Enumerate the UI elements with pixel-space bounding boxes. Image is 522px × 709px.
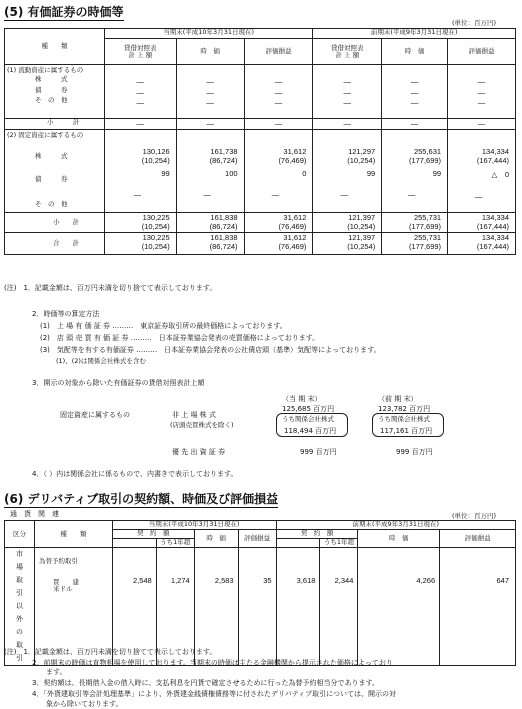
dash: — bbox=[474, 192, 483, 201]
header-gain-prior: 評価損益 bbox=[448, 39, 516, 65]
n3-pri-3: 117,161 百万円 bbox=[380, 427, 433, 435]
dash: — bbox=[206, 87, 214, 97]
n3-pri-2: うち関係会社株式 bbox=[378, 415, 430, 423]
derivatives-table bbox=[4, 520, 516, 666]
stock-cur-gain: 31,612 bbox=[283, 147, 307, 156]
total-pri-gain: 134,334 bbox=[481, 233, 509, 242]
dash: — bbox=[274, 98, 283, 107]
bond-cur-gain: 0 bbox=[302, 169, 307, 178]
header-book-2: 計 上 額 bbox=[128, 50, 153, 59]
dash: — bbox=[176, 119, 244, 130]
section6-unit: (単位：百万円) bbox=[452, 512, 497, 520]
dash: — bbox=[410, 87, 419, 97]
deriv-header-current: 当期末(平成10年3月31日現在) bbox=[112, 521, 276, 530]
deriv-header-contract: 契 約 額 bbox=[112, 530, 194, 539]
bond-cur-book: 99 bbox=[161, 169, 170, 178]
deriv-cur-gain: 35 bbox=[263, 576, 272, 585]
deriv-pri-contract: 3,618 bbox=[296, 576, 316, 585]
total-pri-book-aff: (10,254) bbox=[347, 242, 376, 251]
deriv-item-buy: 買 建 bbox=[52, 578, 79, 586]
total-cur-gain: 31,612 bbox=[283, 233, 307, 242]
note5-3-preferred: 優 先 出 資 証 券 bbox=[172, 448, 226, 456]
note5-3-unlisted-sub: (店頭売買株式を除く) bbox=[170, 421, 234, 429]
total-cur-market: 161,838 bbox=[210, 233, 238, 242]
total-cur-book: 130,225 bbox=[142, 233, 170, 242]
stock-pri-gain: 134,334 bbox=[481, 147, 509, 156]
total-cur-market-aff: (86,724) bbox=[209, 242, 238, 251]
deriv-pri-market: 4,266 bbox=[416, 576, 436, 585]
note5-3-pri-header: （前 期 末） bbox=[378, 395, 418, 403]
sub2-pri-market-aff: (177,699) bbox=[408, 222, 442, 231]
stock-cur-gain-aff: (76,469) bbox=[278, 156, 307, 165]
n3-pri-1: 123,782 百万円 bbox=[378, 405, 431, 413]
stock-cur-market-aff: (86,724) bbox=[209, 156, 238, 165]
stock-pri-market: 255,631 bbox=[413, 147, 442, 156]
stock-cur-book-aff: (10,254) bbox=[141, 156, 170, 165]
deriv-item-usd: 米ドル bbox=[52, 585, 73, 593]
sub2-cur-gain: 31,612 bbox=[283, 213, 307, 222]
dash: — bbox=[343, 87, 352, 97]
dash: — bbox=[340, 190, 349, 199]
bond-pri-market: 99 bbox=[432, 169, 442, 178]
dash: — bbox=[136, 77, 145, 86]
deriv-header-contract-prior: 契 約 額 bbox=[276, 530, 358, 539]
group2-stock-label: 株 式 bbox=[35, 152, 68, 160]
dash: — bbox=[477, 98, 486, 107]
dash: — bbox=[136, 87, 145, 97]
dash: — bbox=[104, 119, 176, 130]
note5-2b: (2) 店 頭 売 買 有 価 証 券 ……… 日本証券業協会発表の売買価格によっております。 bbox=[40, 334, 320, 342]
dash: — bbox=[313, 119, 382, 130]
sub2-cur-gain-aff: (76,469) bbox=[278, 222, 307, 231]
n3-pri-4: 999 百万円 bbox=[396, 448, 433, 456]
group1-item-stock: 株 式 bbox=[35, 75, 68, 83]
dash: — bbox=[271, 190, 280, 199]
dash: — bbox=[477, 87, 486, 97]
header-book-1: 貸借対照表 bbox=[124, 43, 157, 52]
deriv-pri-gain: 647 bbox=[496, 576, 509, 585]
deriv-header-market: 時 価 bbox=[194, 530, 238, 548]
total-pri-market-aff: (177,699) bbox=[408, 242, 442, 251]
deriv-header-market-prior: 時 価 bbox=[358, 530, 440, 548]
sub2-pri-market: 255,731 bbox=[413, 213, 442, 222]
group1-label: (1) 流動資産に属するもの bbox=[7, 66, 84, 74]
sub2-cur-book: 130,225 bbox=[142, 213, 170, 222]
total-cur-book-aff: (10,254) bbox=[141, 242, 170, 251]
section5-title: (5) 有価証券の時価等 bbox=[4, 5, 124, 19]
dash: — bbox=[343, 98, 352, 107]
stock-pri-gain-aff: (167,444) bbox=[476, 156, 509, 165]
deriv-cur-over1: 1,274 bbox=[170, 576, 190, 585]
total-pri-market: 255,731 bbox=[413, 233, 442, 242]
total-label: 合 計 bbox=[5, 233, 105, 255]
group2-bond-label: 債 券 bbox=[35, 175, 68, 183]
header-kind: 種 類 bbox=[5, 29, 105, 65]
total-cur-gain-aff: (76,469) bbox=[278, 242, 307, 251]
note6-2: 2．前期末の時価は直物相場を使用しております。当期末の時価は主たる金融機関から提示された価格によっており bbox=[32, 659, 393, 667]
section5-unit: (単位：百万円) bbox=[452, 19, 497, 27]
dash: — bbox=[477, 77, 486, 86]
n3-cur-4: 999 百万円 bbox=[300, 448, 337, 456]
deriv-cur-market: 2,583 bbox=[214, 576, 234, 585]
note5-3-unlisted: 非 上 場 株 式 bbox=[172, 411, 216, 419]
note6-2b: ます。 bbox=[46, 668, 67, 676]
note5-2c: (3) 気配等を有する有価証券 ……… 日本証券業協会発表の公社債店頭（基準）気配等によっております。 bbox=[40, 346, 381, 354]
dash: — bbox=[274, 77, 283, 86]
stock-pri-market-aff: (177,699) bbox=[408, 156, 442, 165]
bond-pri-gain: △ 0 bbox=[491, 170, 509, 179]
note6-3: 3．契約額は、長期借入金の借入時に、支払利息を円貨で確定させるために行った為替予約相当分であります。 bbox=[32, 679, 379, 687]
n3-cur-2: うち関係会社株式 bbox=[282, 415, 334, 423]
stock-pri-book: 121,297 bbox=[348, 147, 376, 156]
subtotal1-label: 小 計 bbox=[5, 119, 105, 130]
dash: — bbox=[407, 190, 416, 199]
sub2-pri-gain: 134,334 bbox=[481, 213, 509, 222]
deriv-header-gain: 評価損益 bbox=[238, 530, 276, 548]
dash: — bbox=[410, 77, 419, 86]
n3-cur-1: 125,685 百万円 bbox=[282, 405, 335, 413]
header-book-2-prior: 計 上 額 bbox=[335, 50, 360, 59]
note5-3-left: 固定資産に属するもの bbox=[60, 411, 130, 419]
dash: — bbox=[133, 190, 142, 199]
securities-table bbox=[4, 28, 516, 255]
dash: — bbox=[206, 98, 214, 107]
deriv-division: 市場取引以外の取引 bbox=[5, 548, 35, 666]
sub2-pri-book: 121,397 bbox=[348, 213, 376, 222]
dash: — bbox=[382, 119, 448, 130]
header-market: 時 価 bbox=[176, 39, 244, 65]
dash: — bbox=[203, 190, 211, 199]
deriv-header-gain-prior: 評価損益 bbox=[440, 530, 516, 548]
sub2-cur-market: 161,838 bbox=[210, 213, 238, 222]
dash: — bbox=[136, 98, 145, 107]
note5-2: 2．時価等の算定方法 bbox=[32, 310, 100, 318]
section6-category: 通 貨 関 連 bbox=[10, 510, 59, 518]
sub2-pri-book-aff: (10,254) bbox=[347, 222, 376, 231]
deriv-cur-contract: 2,548 bbox=[132, 576, 152, 585]
note5-2a: (1) 上 場 有 価 証 券 ……… 東京証券取引所の最終価格によっております。 bbox=[40, 322, 287, 330]
deriv-header-over1-prior: うち1年超 bbox=[320, 539, 358, 548]
dash: — bbox=[410, 98, 419, 107]
deriv-header-over1: うち1年超 bbox=[156, 539, 194, 548]
subtotal2-label: 小 計 bbox=[5, 213, 105, 233]
note5-4: 4．（ ）内は関係会社に係るもので、内書きで表示しております。 bbox=[32, 470, 238, 478]
deriv-item-group: 為替予約取引 bbox=[38, 557, 78, 565]
stock-cur-market: 161,738 bbox=[210, 147, 238, 156]
group2-other-label: そ の 他 bbox=[35, 200, 68, 208]
note5-1: (注) 1．記載金額は、百万円未満を切り捨てて表示しております。 bbox=[4, 284, 217, 292]
dash: — bbox=[244, 119, 313, 130]
deriv-pri-over1: 2,344 bbox=[334, 576, 354, 585]
stock-cur-book: 130,126 bbox=[142, 147, 170, 156]
total-pri-gain-aff: (167,444) bbox=[476, 242, 509, 251]
dash: — bbox=[274, 87, 283, 97]
header-prior: 前期末(平成9年3月31日現在) bbox=[313, 29, 516, 39]
stock-pri-book-aff: (10,254) bbox=[347, 156, 376, 165]
header-book-1-prior: 貸借対照表 bbox=[331, 43, 364, 52]
note5-3-cur-header: （当 期 末） bbox=[282, 395, 322, 403]
header-gain: 評価損益 bbox=[244, 39, 313, 65]
sub2-cur-market-aff: (86,724) bbox=[209, 222, 238, 231]
dash: — bbox=[448, 119, 516, 130]
header-current: 当期末(平成10年3月31日現在) bbox=[104, 29, 312, 39]
note6-4b: 象から除いております。 bbox=[46, 700, 123, 708]
header-market-prior: 時 価 bbox=[382, 39, 448, 65]
bond-cur-market: 100 bbox=[225, 169, 238, 178]
note6-1: (注) 1．記載金額は、百万円未満を切り捨てて表示しております。 bbox=[4, 648, 217, 656]
total-pri-book: 121,397 bbox=[348, 233, 376, 242]
deriv-header-div: 区分 bbox=[5, 521, 35, 548]
note6-4: 4．「外貨建取引等会計処理基準」により、外貨建金銭債権債務等に付されたデリバティブ取引については、開示の対 bbox=[32, 690, 397, 698]
bond-pri-book: 99 bbox=[366, 169, 376, 178]
deriv-header-prior: 前期末(平成9年3月31日現在) bbox=[276, 521, 515, 530]
section6-title: (6) デリバティブ取引の契約額、時価及び評価損益 bbox=[4, 492, 279, 506]
n3-cur-3: 118,494 百万円 bbox=[284, 427, 337, 435]
dash: — bbox=[343, 77, 352, 86]
group1-item-bond: 債 券 bbox=[35, 85, 68, 94]
note5-2d: (1)、(2)は関係会社株式を含む bbox=[56, 357, 146, 365]
group2-label: (2) 固定資産に属するもの bbox=[7, 131, 84, 139]
deriv-header-kind: 種 類 bbox=[34, 521, 112, 548]
sub2-cur-book-aff: (10,254) bbox=[141, 222, 170, 231]
sub2-pri-gain-aff: (167,444) bbox=[476, 222, 509, 231]
note5-3: 3．開示の対象から除いた有価証券の貸借対照表計上額 bbox=[32, 379, 205, 387]
group1-item-other: そ の 他 bbox=[35, 96, 68, 104]
dash: — bbox=[206, 77, 214, 86]
